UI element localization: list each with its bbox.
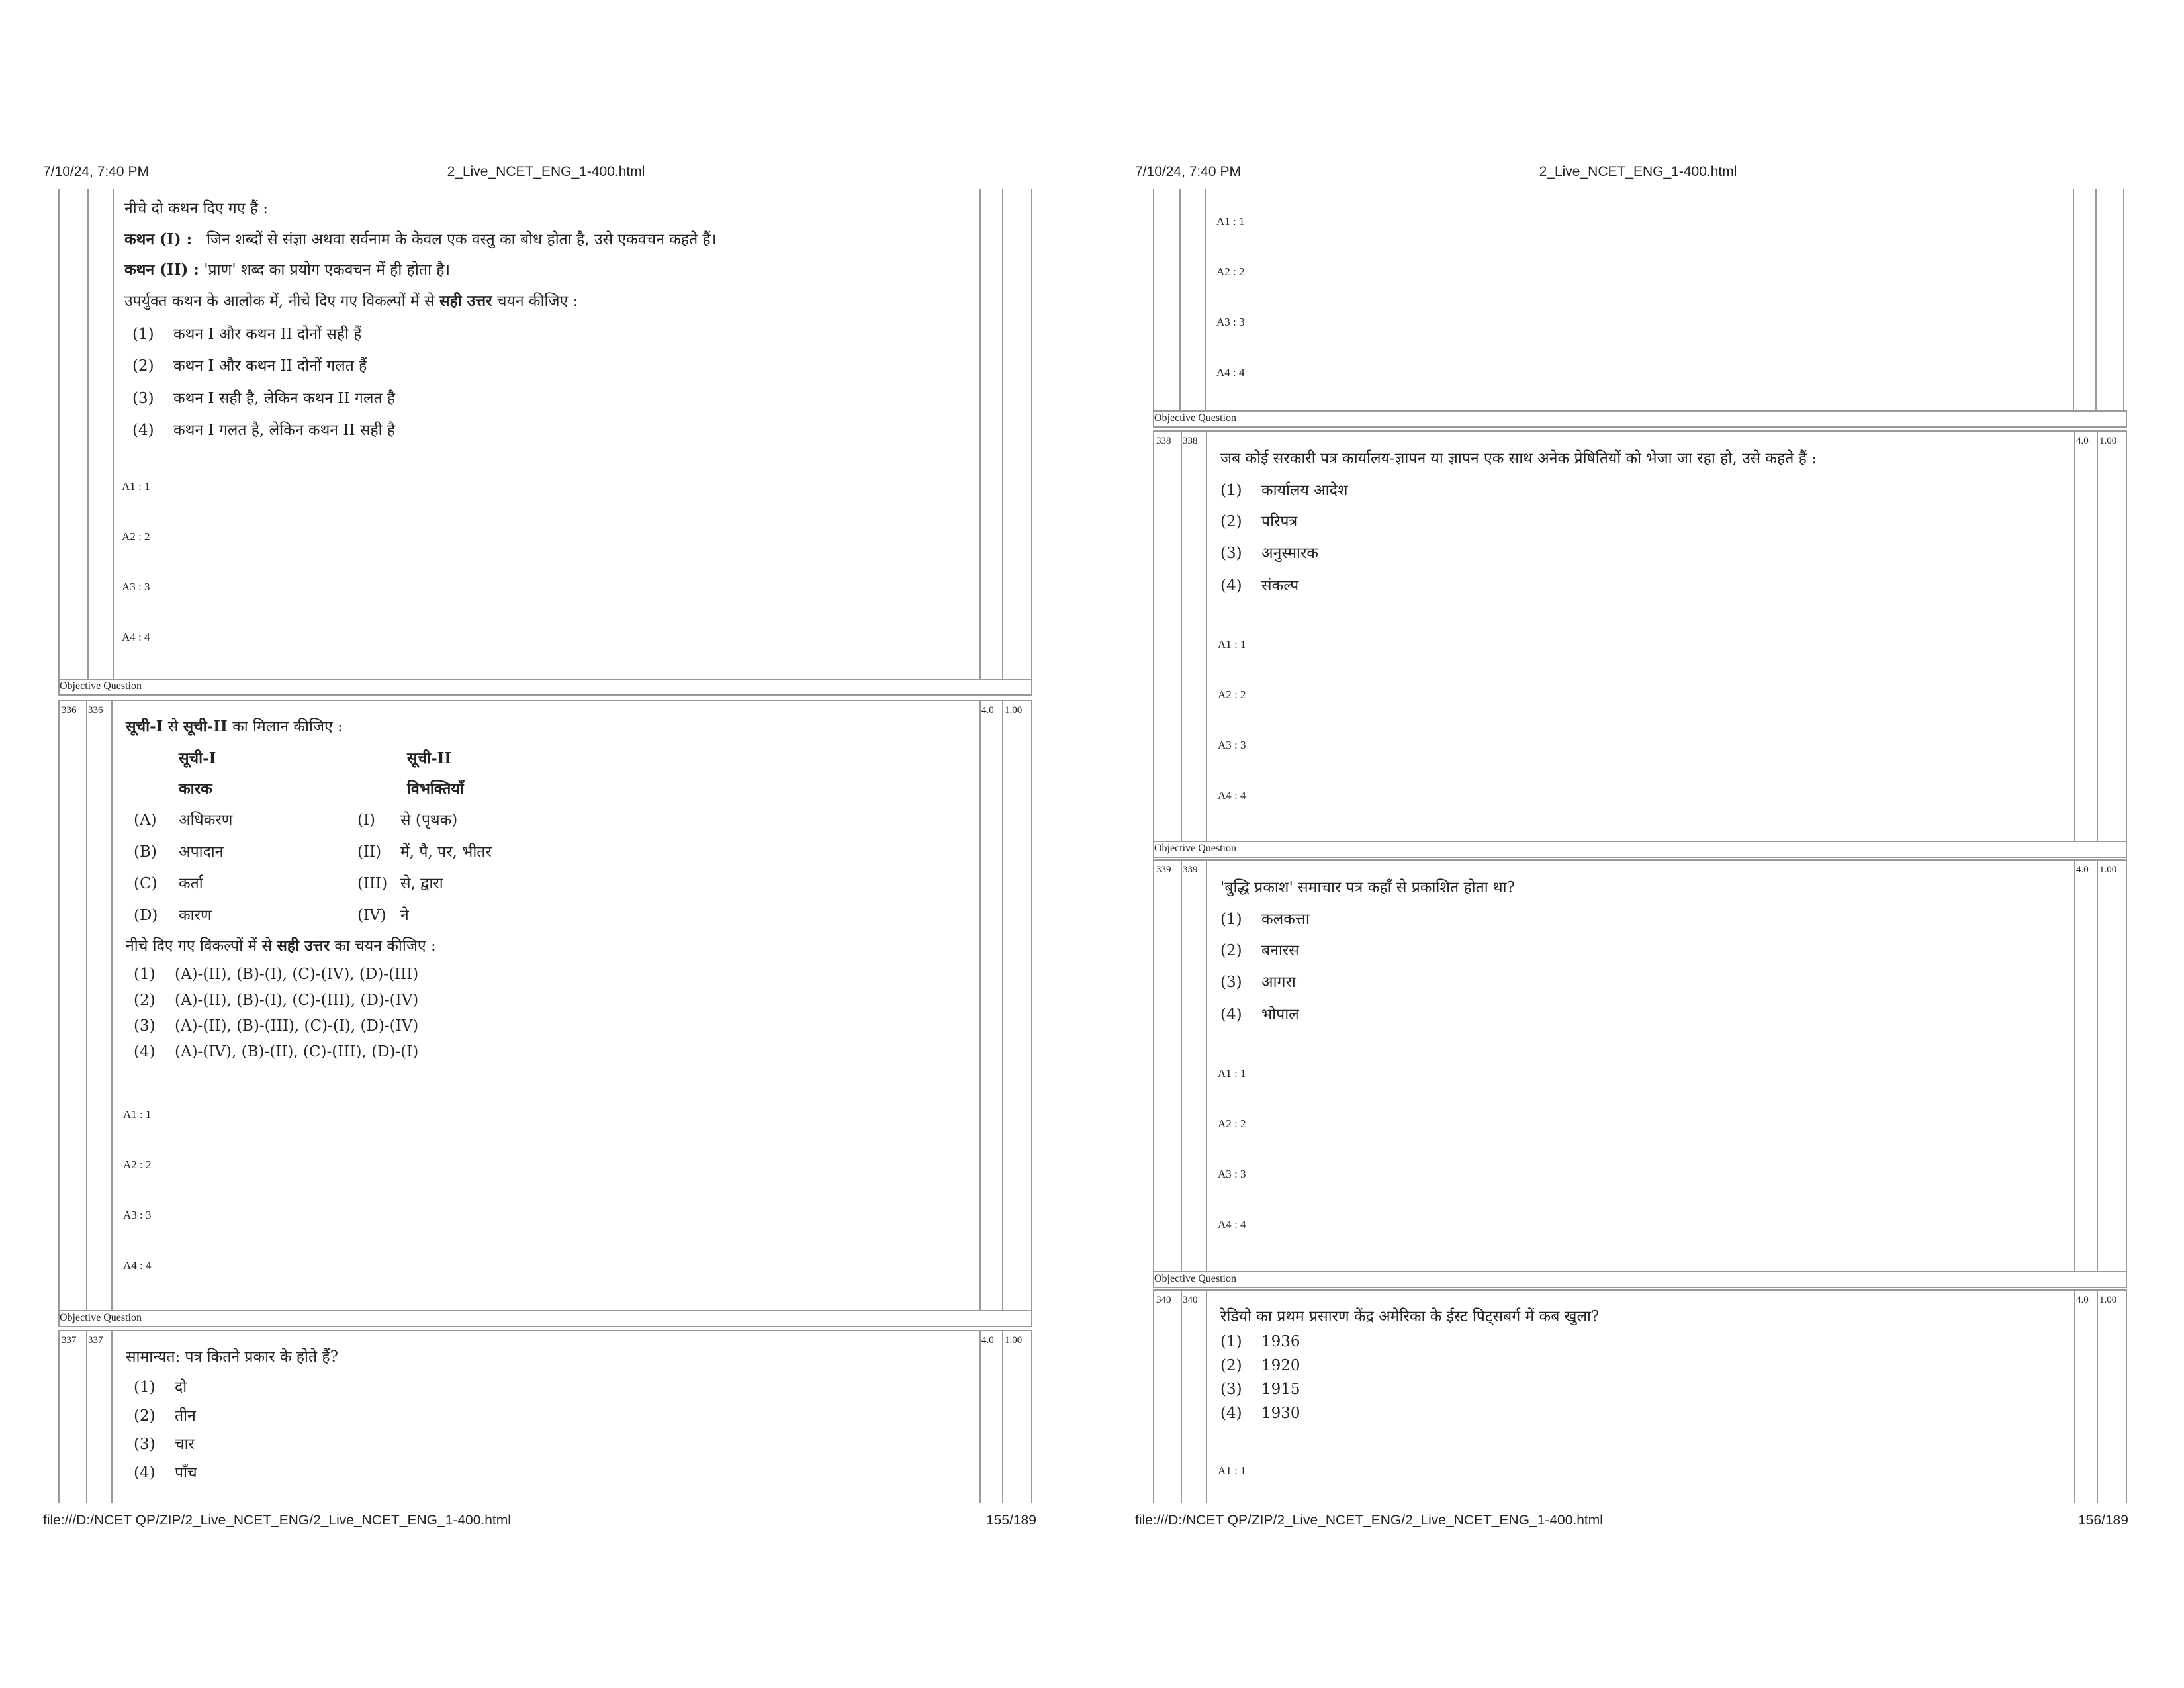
negative-marks: 1.00 xyxy=(2099,436,2117,446)
answer-2: A2 : 2 xyxy=(1218,688,1246,701)
objective-label-bar xyxy=(58,679,1032,696)
answer-3: A3 : 3 xyxy=(1216,316,1245,328)
question-336 xyxy=(58,700,1032,1311)
objective-label-bar xyxy=(1153,1271,2127,1288)
question-table xyxy=(1153,189,2127,1503)
printed-page-156 xyxy=(1092,0,2184,1688)
negative-marks: 1.00 xyxy=(1005,1335,1023,1346)
option-1: (1) 1936 xyxy=(1220,1333,1300,1350)
option-2: (2) तीन xyxy=(134,1407,196,1425)
answer-1: A1 : 1 xyxy=(1218,638,1246,651)
question-id: 338 xyxy=(1183,436,1198,446)
question-335-continuation xyxy=(58,189,1032,679)
question-id: 339 xyxy=(1183,865,1198,875)
option-2: (2) कथन I और कथन II दोनों गलत हैं xyxy=(132,357,367,375)
match-row-a: (A) अधिकरण (I) से (पृथक) xyxy=(134,812,458,829)
option-3: (3) (A)-(II), (B)-(III), (C)-(I), (D)-(IV) xyxy=(134,1017,419,1035)
question-marks: 4.0 xyxy=(2076,436,2089,446)
question-marks: 4.0 xyxy=(2076,865,2089,875)
statement-2: कथन (II) : 'प्राण' शब्द का प्रयोग एकवचन में ही होता है। xyxy=(124,261,451,279)
statement-1: कथन (I) : जिन शब्दों से संज्ञा अथवा सर्वनाम के केवल एक वस्तु का बोध होता है, उसे एकवचन कहते हैं। xyxy=(124,230,717,248)
question-text: सामान्यत: पत्र कितने प्रकार के होते हैं? xyxy=(126,1348,338,1366)
answer-4: A4 : 4 xyxy=(1216,366,1245,379)
option-3: (3) 1915 xyxy=(1220,1381,1300,1398)
answer-3: A3 : 3 xyxy=(1218,1168,1246,1180)
question-number: 338 xyxy=(1156,436,1171,446)
answer-4: A4 : 4 xyxy=(123,1259,152,1272)
objective-question-label: Objective Question xyxy=(1154,843,1236,854)
question-340 xyxy=(1153,1289,2127,1503)
option-3: (3) चार xyxy=(134,1436,195,1453)
option-1: (1) कार्यालय आदेश xyxy=(1220,482,1348,499)
match-row-d: (D) कारण (IV) ने xyxy=(134,907,409,924)
negative-marks: 1.00 xyxy=(1005,705,1023,716)
list-2-heading: सूची-II xyxy=(407,749,452,767)
objective-label-bar xyxy=(1153,410,2127,428)
question-text: सूची-I से सूची-II का मिलान कीजिए : xyxy=(126,718,343,735)
answer-4: A4 : 4 xyxy=(1218,789,1246,802)
option-1: (1) (A)-(II), (B)-(I), (C)-(IV), (D)-(III) xyxy=(134,966,419,983)
header-datetime: 7/10/24, 7:40 PM xyxy=(43,164,149,179)
negative-marks: 1.00 xyxy=(2099,1295,2117,1305)
question-id: 340 xyxy=(1183,1295,1198,1305)
answer-1: A1 : 1 xyxy=(122,480,150,492)
negative-marks: 1.00 xyxy=(2099,865,2117,875)
answer-2: A2 : 2 xyxy=(123,1158,152,1171)
question-instruction: उपर्युक्त कथन के आलोक में, नीचे दिए गए विकल्पों में से सही उत्तर चयन कीजिए : xyxy=(124,292,578,310)
answer-2: A2 : 2 xyxy=(1218,1117,1246,1130)
question-text: 'बुद्धि प्रकाश' समाचार पत्र कहाँ से प्रकाशित होता था? xyxy=(1220,879,1515,896)
objective-question-label: Objective Question xyxy=(60,680,142,692)
question-id: 336 xyxy=(88,705,103,716)
question-id: 337 xyxy=(88,1335,103,1346)
objective-question-label: Objective Question xyxy=(60,1312,142,1323)
header-filename: 2_Live_NCET_ENG_1-400.html xyxy=(447,164,645,179)
option-1: (1) कलकत्ता xyxy=(1220,911,1310,928)
question-table xyxy=(58,189,1032,1503)
answer-3: A3 : 3 xyxy=(123,1209,152,1221)
footer-file-path: file:///D:/NCET QP/ZIP/2_Live_NCET_ENG/2_Live_NCET_ENG_1-400.html xyxy=(43,1513,511,1528)
question-number: 336 xyxy=(62,705,77,716)
question-marks: 4.0 xyxy=(2076,1295,2089,1305)
list-2-subheading: विभक्तियाँ xyxy=(407,780,464,798)
answer-1: A1 : 1 xyxy=(1218,1464,1246,1477)
answer-1: A1 : 1 xyxy=(1216,215,1245,228)
question-337 xyxy=(58,1330,1032,1503)
question-number: 337 xyxy=(62,1335,77,1346)
answer-4: A4 : 4 xyxy=(1218,1218,1246,1231)
option-4: (4) भोपाल xyxy=(1220,1006,1299,1023)
option-4: (4) (A)-(IV), (B)-(II), (C)-(III), (D)-(I) xyxy=(134,1043,419,1060)
option-4: (4) संकल्प xyxy=(1220,577,1299,594)
match-row-c: (C) कर्ता (III) से, द्वारा xyxy=(134,875,443,892)
question-338 xyxy=(1153,430,2127,842)
footer-page-number: 156/189 xyxy=(2078,1513,2128,1528)
answer-1: A1 : 1 xyxy=(123,1108,152,1121)
objective-question-label: Objective Question xyxy=(1154,412,1236,424)
question-text: रेडियो का प्रथम प्रसारण केंद्र अमेरिका के ईस्ट पिट्सबर्ग में कब खुला? xyxy=(1220,1308,1600,1325)
footer-page-number: 155/189 xyxy=(986,1513,1036,1528)
option-3: (3) अनुस्मारक xyxy=(1220,545,1319,562)
question-number: 340 xyxy=(1156,1295,1171,1305)
option-3: (3) आगरा xyxy=(1220,974,1296,991)
answer-1: A1 : 1 xyxy=(1218,1067,1246,1080)
option-1: (1) कथन I और कथन II दोनों सही हैं xyxy=(132,326,362,343)
question-marks: 4.0 xyxy=(981,705,994,716)
option-4: (4) पाँच xyxy=(134,1464,197,1481)
option-2: (2) परिपत्र xyxy=(1220,513,1298,530)
option-1: (1) दो xyxy=(134,1379,187,1396)
option-2: (2) बनारस xyxy=(1220,942,1299,959)
option-3: (3) कथन I सही है, लेकिन कथन II गलत है xyxy=(132,390,396,407)
question-337-continuation xyxy=(1153,189,2127,410)
question-text: जब कोई सरकारी पत्र कार्यालय-ज्ञापन या ज्ञापन एक साथ अनेक प्रेषितियों को भेजा जा रहा हो, उसे कहते हैं : xyxy=(1220,450,1817,467)
answer-4: A4 : 4 xyxy=(122,631,150,643)
match-row-b: (B) अपादान (II) में, पै, पर, भीतर xyxy=(134,843,492,861)
question-339 xyxy=(1153,859,2127,1272)
question-instruction: नीचे दिए गए विकल्पों में से सही उत्तर का चयन कीजिए : xyxy=(126,937,436,955)
list-1-heading: सूची-I xyxy=(179,749,216,767)
option-2: (2) 1920 xyxy=(1220,1357,1300,1374)
answer-2: A2 : 2 xyxy=(1216,265,1245,278)
question-number: 339 xyxy=(1156,865,1171,875)
footer-file-path: file:///D:/NCET QP/ZIP/2_Live_NCET_ENG/2_Live_NCET_ENG_1-400.html xyxy=(1135,1513,1603,1528)
header-datetime: 7/10/24, 7:40 PM xyxy=(1135,164,1241,179)
objective-question-label: Objective Question xyxy=(1154,1273,1236,1284)
option-4: (4) 1930 xyxy=(1220,1405,1300,1422)
list-1-subheading: कारक xyxy=(179,780,212,798)
question-intro: नीचे दो कथन दिए गए हैं : xyxy=(124,200,269,217)
answer-2: A2 : 2 xyxy=(122,530,150,543)
answer-3: A3 : 3 xyxy=(1218,739,1246,751)
answer-3: A3 : 3 xyxy=(122,581,150,593)
objective-label-bar xyxy=(58,1310,1032,1327)
option-4: (4) कथन I गलत है, लेकिन कथन II सही है xyxy=(132,422,396,439)
question-marks: 4.0 xyxy=(981,1335,994,1346)
option-2: (2) (A)-(II), (B)-(I), (C)-(III), (D)-(IV) xyxy=(134,992,419,1009)
objective-label-bar xyxy=(1153,841,2127,858)
header-filename: 2_Live_NCET_ENG_1-400.html xyxy=(1539,164,1737,179)
